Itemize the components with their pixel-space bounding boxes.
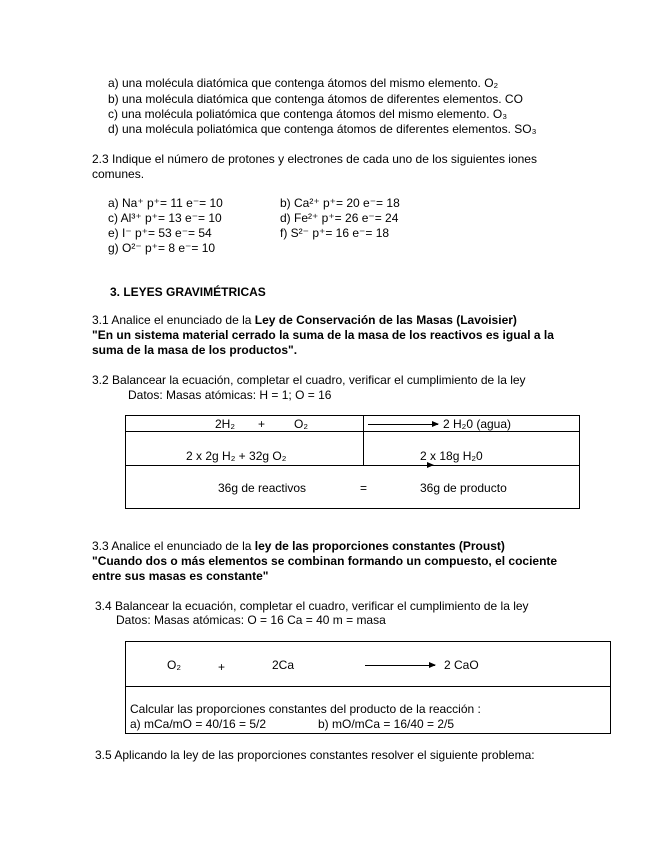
law-title-proust: ley de las proporciones constantes (Proust) (254, 539, 505, 553)
reactants-total: 36g de reactivos (218, 481, 307, 495)
ion-d: d) Fe²⁺ p⁺= 26 e⁻= 24 (280, 211, 399, 225)
answer-a: a) mCa/mO = 40/16 = 5/2 (130, 717, 267, 731)
answer-b: b) mO/mCa = 16/40 = 2/5 (318, 717, 455, 731)
product-water: 2 H₂0 (agua) (443, 417, 512, 431)
question-3-2: 3.2 Balancear la ecuación, completar el cuadro, verificar el cumplimiento de la ley (92, 373, 526, 387)
reactant-o2: O₂ (167, 658, 181, 672)
product-cao: 2 CaO (444, 658, 479, 672)
law-quote-line: suma de la masa de los productos". (92, 343, 298, 357)
ion-f: f) S²⁻ p⁺= 16 e⁻= 18 (280, 226, 390, 240)
question-3-2-data: Datos: Masas atómicas: H = 1; O = 16 (128, 388, 332, 402)
ion-g: g) O²⁻ p⁺= 8 e⁻= 10 (108, 241, 216, 255)
table-divider (125, 465, 580, 466)
question-2-3-text: 2.3 Indique el número de protones y electrones de cada uno de los siguientes iones (92, 152, 537, 166)
table-divider (363, 415, 364, 465)
question-3-1-prefix: 3.1 Analice el enunciado de la (92, 313, 255, 327)
question-3-3-prefix: 3.3 Analice el enunciado de la (92, 539, 255, 553)
product-masses: 2 x 18g H₂0 (420, 449, 483, 463)
list-item: b) una molécula diatómica que contenga átomos de diferentes elementos. CO (108, 92, 523, 106)
ion-c: c) Al³⁺ p⁺= 13 e⁻= 10 (108, 211, 222, 225)
table-divider (125, 431, 580, 432)
section-heading: 3. LEYES GRAVIMÉTRICAS (110, 285, 266, 299)
question-3-4-data: Datos: Masas atómicas: O = 16 Ca = 40 m = masa (116, 613, 386, 627)
list-item: c) una molécula poliatómica que contenga átomos del mismo elemento. O₃ (108, 107, 508, 121)
question-3-5: 3.5 Aplicando la ley de las proporciones constantes resolver el siguiente problema: (95, 748, 535, 762)
equals-sign: = (360, 481, 368, 495)
law-quote-line: entre sus masas es constante" (92, 569, 269, 583)
law-title-lavoisier: Ley de Conservación de las Masas (Lavoisier) (254, 313, 517, 327)
table-divider (125, 686, 611, 687)
reactant-ca: 2Ca (272, 658, 295, 672)
law-quote-line: "En un sistema material cerrado la suma de la masa de los reactivos es igual a la (92, 328, 554, 342)
question-3-4: 3.4 Balancear la ecuación, completar el cuadro, verificar el cumplimiento de la ley (95, 599, 529, 613)
list-item: a) una molécula diatómica que contenga átomos del mismo elemento. O₂ (108, 76, 499, 90)
plus-sign: + (258, 417, 266, 431)
question-3-3 (92, 539, 505, 553)
question-3-1 (92, 313, 517, 327)
calc-instruction: Calcular las proporciones constantes del producto de la reacción : (130, 702, 481, 716)
ion-e: e) I⁻ p⁺= 53 e⁻= 54 (108, 226, 212, 240)
reactant-h2: 2H₂ (215, 417, 235, 431)
reaction-arrow-icon (368, 465, 433, 466)
question-2-3-text-cont: comunes. (92, 167, 145, 181)
reactant-masses: 2 x 2g H₂ + 32g O₂ (186, 449, 287, 463)
list-item: d) una molécula poliatómica que contenga átomos de diferentes elementos. SO₃ (108, 122, 537, 136)
reaction-arrow-icon (368, 424, 438, 425)
ion-b: b) Ca²⁺ p⁺= 20 e⁻= 18 (280, 196, 400, 210)
ion-a: a) Na⁺ p⁺= 11 e⁻= 10 (108, 196, 223, 210)
reaction-arrow-icon (365, 665, 435, 666)
plus-sign: + (218, 660, 226, 674)
reactant-o2: O₂ (294, 417, 308, 431)
product-total: 36g de producto (420, 481, 507, 495)
law-quote-line: "Cuando dos o más elementos se combinan formando un compuesto, el cociente (92, 554, 558, 568)
